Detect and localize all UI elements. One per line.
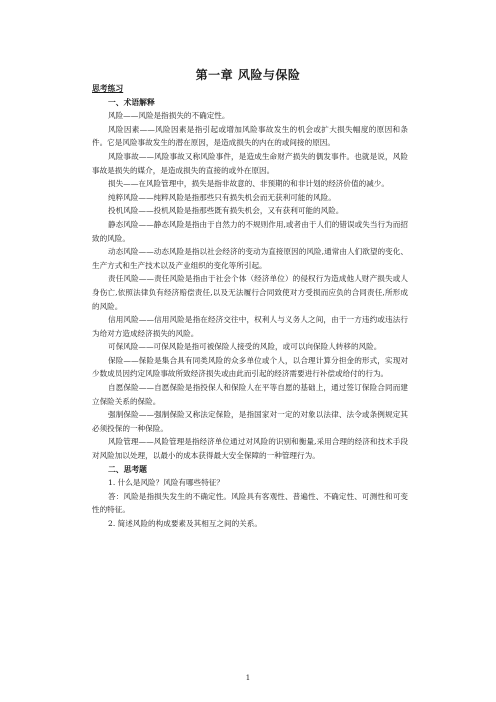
paragraph: 可保风险——可保风险是指可被保险人接受的风险，或可以向保险人转移的风险。: [108, 342, 382, 352]
paragraph: 投机风险——投机风险是指那些既有损失机会，又有获利可能的风险。: [108, 206, 344, 216]
page-number: 1: [245, 674, 251, 682]
heading-questions: 二、思考题: [108, 464, 147, 474]
paragraph: 保险——保险是集合具有同类风险的众多单位或个人，以合理计算分担金的形式，实现对少数成员因约定风险事故所致经济损失或由此而引起的经济需要进行补偿或给付的行为。: [92, 355, 408, 379]
paragraph: 风险——风险是指损失的不确定性。: [108, 111, 230, 121]
paragraph: 风险因素——风险因素是指引起或增加风险事故发生的机会或扩大损失幅度的原因和条件。它是风险事故发生的潜在原因，是造成损失的内在的或间接的原因。: [92, 124, 408, 148]
paragraph: 信用风险——信用风险是指在经济交往中，权利人与义务人之间，由于一方违约或违法行为给对方造成经济损失的风险。: [92, 315, 408, 338]
paragraph: 风险管理——风险管理是指经济单位通过对风险的识别和衡量,采用合理的经济和技术手段对风险加以处理，以最小的成本获得最大安全保障的一种管理行为。: [92, 437, 408, 461]
document-body: [92, 82, 408, 531]
paragraph: 纯粹风险——纯粹风险是指那些只有损失机会而无获利可能的风险。: [108, 192, 336, 202]
section-label: 思考练习: [92, 84, 124, 93]
chapter-title: 第一章 风险与保险: [195, 68, 301, 82]
paragraph: 静态风险——静态风险是指由于自然力的不规则作用,或者由于人们的错误或失当行为而招致的风险。: [92, 219, 408, 243]
paragraph: 风险事故——风险事故又称风险事件，是造成生命财产损失的偶发事件。也就是说，风险事故是损失的媒介，是造成损失的直接的或外在原因。: [92, 151, 408, 175]
paragraph: 自愿保险——自愿保险是指投保人和保险人在平等自愿的基础上，通过签订保险合同而建立保险关系的保险。: [92, 383, 408, 406]
answer: 答：风险是指损失发生的不确定性。风险具有客观性、普遍性、不确定性、可测性和可变性的特征。: [92, 491, 408, 515]
heading-terms: 一、术语解释: [108, 97, 155, 107]
paragraph: 动态风险——动态风险是指以社会经济的变动为直接原因的风险,通常由人们欲望的变化、生产方式和生产技术以及产业组织的变化等所引起。: [92, 247, 408, 270]
question: 1. 什么是风险？风险有哪些特征？: [108, 478, 224, 488]
paragraph: 强制保险——强制保险又称法定保险，是指国家对一定的对象以法律、法令或条例规定其必须投保的一种保险。: [92, 410, 408, 433]
paragraph: 责任风险——责任风险是指由于社会个体（经济单位）的侵权行为造成他人财产损失或人身伤亡,依照法律负有经济赔偿责任,以及无法履行合同致使对方受损而应负的合同责任,所形成的风险。: [92, 274, 408, 311]
paragraph: 损失——在风险管理中，损失是指非故意的、非预期的和非计划的经济价值的减少。: [108, 179, 389, 189]
question: 2. 简述风险的构成要素及其相互之间的关系。: [108, 519, 262, 528]
